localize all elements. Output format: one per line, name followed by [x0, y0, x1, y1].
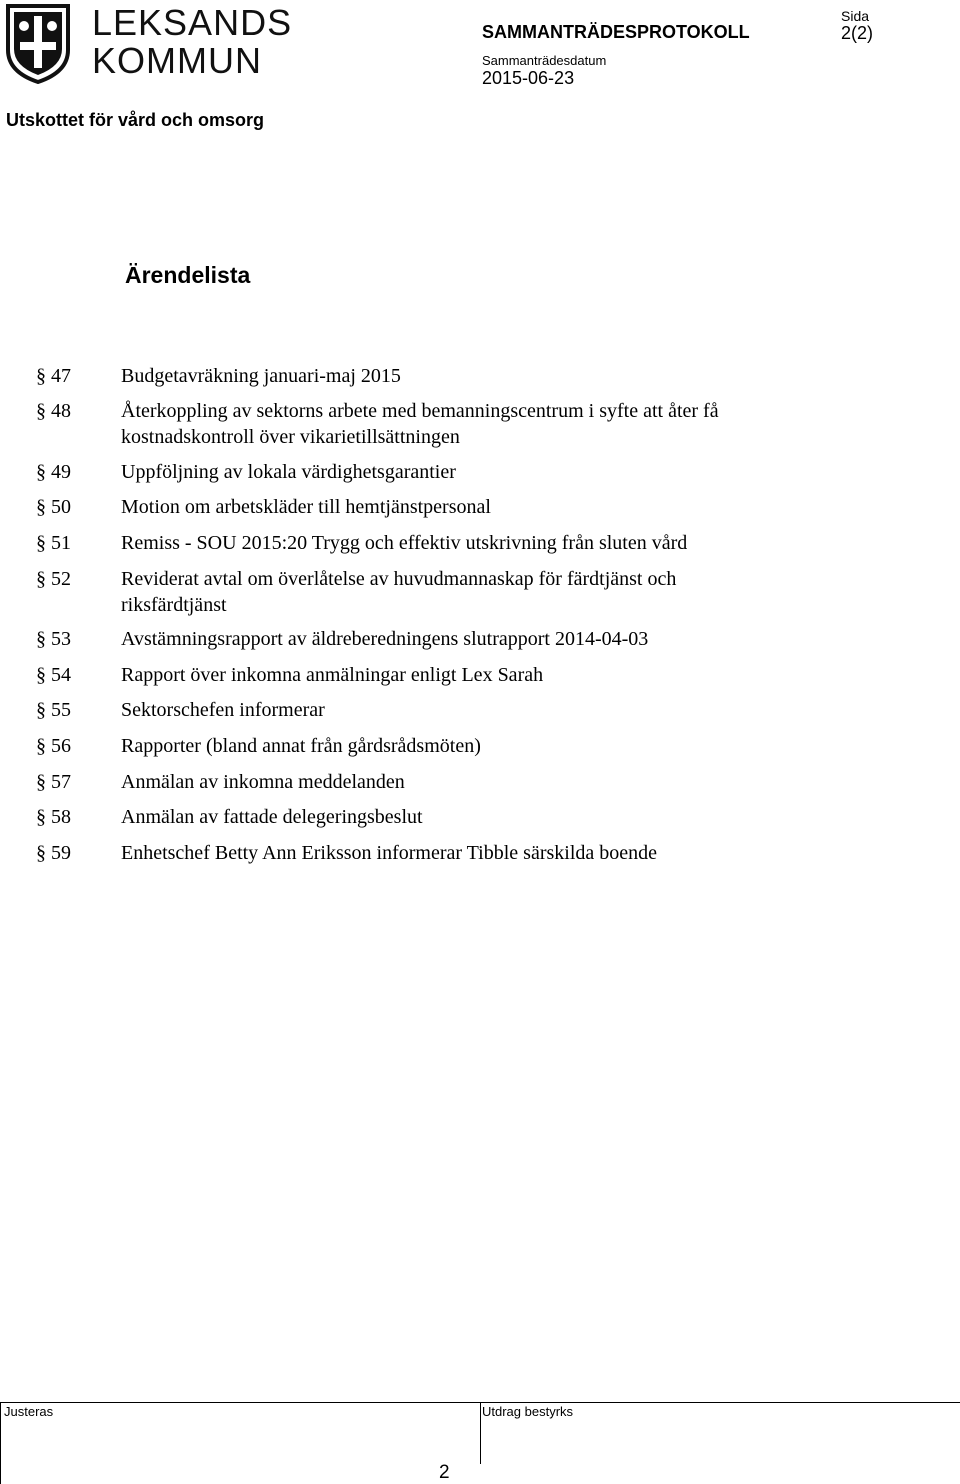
signature-box-left-border: [0, 1402, 1, 1484]
committee-name: Utskottet för vård och omsorg: [6, 110, 265, 130]
municipality-coat-of-arms-icon: [4, 2, 72, 84]
agenda-item-text: Anmälan av inkomna meddelanden: [121, 771, 405, 793]
agenda-item-number: 56: [51, 735, 71, 757]
section-symbol: §: [36, 806, 46, 828]
meeting-date: 2015-06-23: [482, 68, 575, 88]
agenda-item-text: Motion om arbetskläder till hemtjänstpersonal: [121, 496, 491, 518]
signature-label: Justeras: [4, 1404, 54, 1419]
agenda-item-text: Rapporter (bland annat från gårdsrådsmöten): [121, 735, 481, 757]
agenda-item-number: 52: [51, 568, 71, 590]
agenda-item-number: 50: [51, 496, 71, 518]
meeting-date-label: Sammanträdesdatum: [482, 53, 607, 68]
section-symbol: §: [36, 461, 46, 483]
agenda-item-number: 53: [51, 628, 71, 650]
page-label: Sida: [841, 8, 870, 24]
agenda-item-number: 57: [51, 771, 71, 793]
document-type: SAMMANTRÄDESPROTOKOLL: [482, 22, 750, 42]
section-symbol: §: [36, 735, 46, 757]
agenda-item-number: 49: [51, 461, 71, 483]
agenda-item-text: Avstämningsrapport av äldreberedningens slutrapport 2014-04-03: [121, 628, 649, 650]
agenda-item-text: Anmälan av fattade delegeringsbeslut: [121, 806, 423, 828]
section-symbol: §: [36, 496, 46, 518]
page-indicator: 2(2): [841, 23, 874, 43]
municipality-logo-text: [92, 2, 293, 81]
footer-column-divider: [480, 1402, 481, 1464]
agenda-item-text: Återkoppling av sektorns arbete med bemanningscentrum i syfte att åter få kostnadskontroll över vikarietillsättningen: [121, 400, 719, 448]
logo-line-2: KOMMUN: [92, 40, 262, 81]
agenda-item-number: 47: [51, 365, 71, 387]
agenda-item-number: 55: [51, 699, 71, 721]
section-symbol: §: [36, 664, 46, 686]
agenda-item-text: Sektorschefen informerar: [121, 699, 325, 721]
section-symbol: §: [36, 771, 46, 793]
agenda-item-text: Reviderat avtal om överlåtelse av huvudmannaskap för färdtjänst och riksfärdtjänst: [121, 568, 677, 616]
page-number: 2: [439, 1462, 450, 1483]
section-symbol: §: [36, 699, 46, 721]
section-symbol: §: [36, 400, 46, 422]
agenda-item-number: 48: [51, 400, 71, 422]
agenda-item-number: 51: [51, 532, 71, 554]
agenda-item-number: 58: [51, 806, 71, 828]
agenda-item-number: 54: [51, 664, 71, 686]
extract-certified-label: Utdrag bestyrks: [482, 1404, 574, 1419]
agenda-item-number: 59: [51, 842, 71, 864]
agenda-item-text: Uppföljning av lokala värdighetsgarantier: [121, 461, 456, 483]
section-symbol: §: [36, 365, 46, 387]
section-symbol: §: [36, 628, 46, 650]
section-symbol: §: [36, 532, 46, 554]
agenda-item-text: Enhetschef Betty Ann Eriksson informerar Tibble särskilda boende: [121, 842, 658, 864]
agenda-title: Ärendelista: [125, 262, 251, 288]
logo-line-1: LEKSANDS: [92, 2, 293, 43]
agenda-item-text: Budgetavräkning januari-maj 2015: [121, 365, 401, 387]
agenda-item-text: Remiss - SOU 2015:20 Trygg och effektiv utskrivning från sluten vård: [121, 532, 688, 554]
section-symbol: §: [36, 842, 46, 864]
agenda-item-text: Rapport över inkomna anmälningar enligt Lex Sarah: [121, 664, 544, 686]
section-symbol: §: [36, 568, 46, 590]
